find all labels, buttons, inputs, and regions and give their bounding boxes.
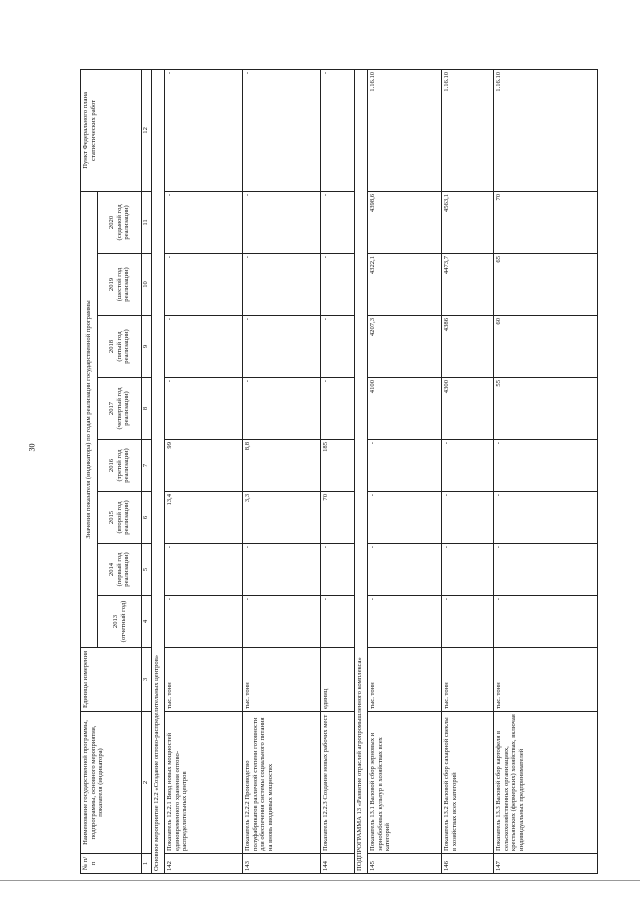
value-cell: - [165,596,243,648]
value-cell: - [442,596,494,648]
value-cell: - [442,440,494,492]
value-cell: 4398,6 [368,191,442,253]
col-number: 7 [142,440,152,492]
value-cell: - [368,440,442,492]
value-cell: 4386 [442,316,494,378]
row-number: 143 [243,854,321,874]
value-cell: 70 [321,492,355,544]
indicator-name: Показатель 13.2 Валовой сбор сахарной свеклы в хозяйствах всех категорий [442,712,494,854]
indicators-table [80,69,598,874]
plan-point-cell: 1.16.10 [494,69,598,191]
value-cell: - [165,544,243,596]
col-number: 3 [142,648,152,712]
unit-cell: тыс. тонн [494,648,598,712]
col-number: 11 [142,191,152,253]
value-cell: - [368,596,442,648]
plan-point-cell: - [321,69,355,191]
unit-cell: тыс. тонн [442,648,494,712]
value-cell: - [494,492,598,544]
header-year: 2017 (четвертый год реализации) [98,378,142,440]
plan-point-cell: - [243,69,321,191]
page-bottom-rule [0,880,640,881]
value-cell: - [321,378,355,440]
col-number: 8 [142,378,152,440]
value-cell: - [165,378,243,440]
rotated-table-container [80,70,640,874]
header-unit: Единицы измерения [81,648,142,712]
value-cell: - [442,492,494,544]
value-cell: 4322,1 [368,254,442,316]
col-number: 1 [142,854,152,874]
col-number: 5 [142,544,152,596]
value-cell: - [243,254,321,316]
header-year: 2018 (пятый год реализации) [98,316,142,378]
value-cell: 3,3 [243,492,321,544]
header-point: Пункт Федерального плана статистических работ [81,69,142,191]
indicator-name: Показатель 13.3 Валовой сбор картофеля в сельскохозяйственных организациях, крестьянских (фермерских) хозяйствах, включая индивидуальных предпринимателей [494,712,598,854]
value-cell: - [243,596,321,648]
value-cell: - [321,316,355,378]
table-row [243,69,321,873]
value-cell: - [321,191,355,253]
indicator-name: Показатель 12.2.3 Создание новых рабочих мест [321,712,355,854]
value-cell: - [165,316,243,378]
value-cell: 4563,1 [442,191,494,253]
value-cell: 4300 [442,378,494,440]
value-cell: - [321,544,355,596]
section-title: Основное мероприятие 12.2 «Создание оптово-распределительных центров» [152,69,165,873]
value-cell: - [494,596,598,648]
value-cell: - [165,254,243,316]
row-number: 146 [442,854,494,874]
value-cell: 185 [321,440,355,492]
value-cell: 60 [494,316,598,378]
plan-point-cell: - [165,69,243,191]
table-row [494,69,598,873]
value-cell: - [368,544,442,596]
col-number: 9 [142,316,152,378]
header-num: № п/п [81,854,142,874]
indicator-name: Показатель 12.2.1 Ввод новых мощностей единовременного хранения оптово-распределительных центров [165,712,243,854]
value-cell: 4207,3 [368,316,442,378]
table-row [165,69,243,873]
header-year: 2019 (шестой год реализации) [98,254,142,316]
table-row [442,69,494,873]
value-cell: 55 [494,378,598,440]
table-body-2 [355,69,368,873]
header-year: 2020 (седьмой год реализации) [98,191,142,253]
value-cell: 4473,7 [442,254,494,316]
col-number: 2 [142,712,152,854]
plan-point-cell: 1.16.10 [368,69,442,191]
header-year: 2015 (второй год реализации) [98,492,142,544]
page-number: 30 [27,443,37,452]
value-cell: - [243,191,321,253]
section-title: ПОДПРОГРАММА 13 «Развитие отраслей агропромышленного комплекса» [355,69,368,873]
plan-point-cell: 1.16.10 [442,69,494,191]
table-body-1 [152,69,165,873]
value-cell: 65 [494,254,598,316]
value-cell: - [368,492,442,544]
value-cell: 70 [494,191,598,253]
row-number: 145 [368,854,442,874]
col-number: 6 [142,492,152,544]
table-body-rows-1 [165,69,355,873]
table-row [321,69,355,873]
value-cell: - [243,544,321,596]
row-number: 147 [494,854,598,874]
table-row [368,69,442,873]
value-cell: 13,4 [165,492,243,544]
header-values-group: Значения показателя (индикатора) по годам реализации государственной программы [81,191,98,647]
value-cell: - [442,544,494,596]
value-cell: 4100 [368,378,442,440]
header-year: 2016 (третий год реализации) [98,440,142,492]
col-number: 10 [142,254,152,316]
table-header [81,69,152,873]
value-cell: - [321,596,355,648]
header-year: 2013 (отчетный год) [98,596,142,648]
table-body-rows-2 [368,69,598,873]
unit-cell: единиц [321,648,355,712]
value-cell: - [243,316,321,378]
value-cell: - [165,191,243,253]
value-cell: 8,8 [243,440,321,492]
col-number: 4 [142,596,152,648]
unit-cell: тыс. тонн [368,648,442,712]
row-number: 144 [321,854,355,874]
header-year: 2014 (первый год реализации) [98,544,142,596]
unit-cell: тыс. тонн [165,648,243,712]
value-cell: - [494,544,598,596]
indicator-name: Показатель 12.2.2 Производство полуфабрикатов различной степени готовности для обеспечения системы социального питания на вновь вводимых мощностях [243,712,321,854]
value-cell: - [321,254,355,316]
header-name: Наименование государственной программы, подпрограммы, основного мероприятия, показателя (индикатора) [81,712,142,854]
indicator-name: Показатель 13.1 Валовой сбор зерновых и зернобобовых культур в хозяйствах всех категорий [368,712,442,854]
col-number: 12 [142,69,152,191]
value-cell: - [494,440,598,492]
unit-cell: тыс. тонн [243,648,321,712]
column-numbers-row [142,69,152,873]
value-cell: - [243,378,321,440]
row-number: 142 [165,854,243,874]
value-cell: 99 [165,440,243,492]
